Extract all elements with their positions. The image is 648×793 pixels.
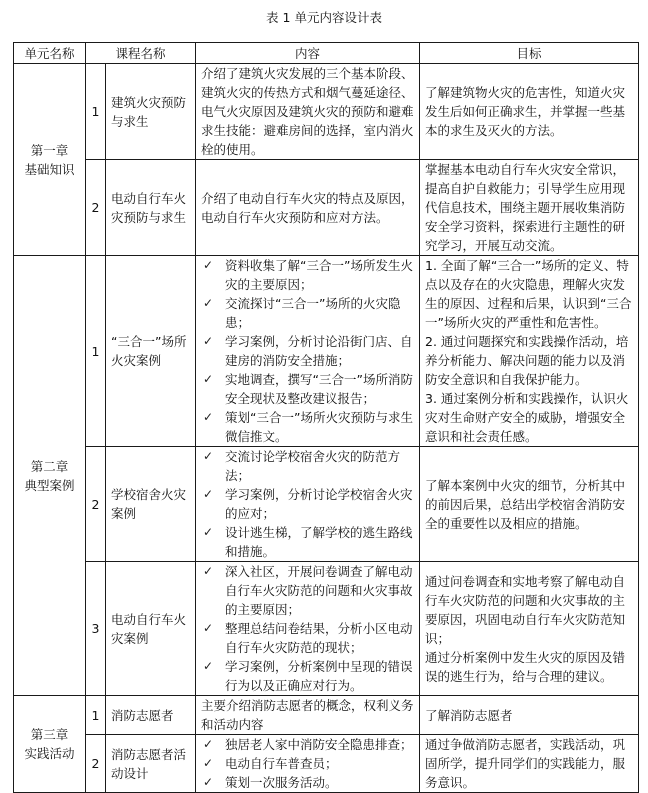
check-mark-icon: ✓ (203, 775, 214, 789)
table-row (14, 735, 639, 793)
course-number: 1 (86, 256, 106, 447)
header-unit: 单元名称 (14, 43, 86, 64)
list-item (201, 562, 414, 619)
content-cell (196, 64, 420, 160)
check-mark-icon: ✓ (203, 296, 214, 310)
goal-paragraph: 1. 全面了解“三合一”场所的定义、特点以及存在的火灾隐患，理解火灾发生的原因、过程和后果，认识到“三合一”场所火灾的严重性和危害性。 (425, 258, 632, 330)
check-mark-icon: ✓ (203, 756, 214, 770)
list-item (201, 754, 414, 773)
course-title: 消防志愿者活动设计 (106, 735, 196, 793)
content-text: 介绍了建筑火灾发展的三个基本阶段、建筑火灾的传热方式和烟气蔓延途径、电气火灾原因及建筑火灾的预防和避难求生技能：避难房间的选择，室内消火栓的使用。 (201, 66, 414, 157)
list-item-text: 学习案例，分析讨论沿街门店、自建房的消防安全措施； (225, 334, 413, 368)
table-row (14, 160, 639, 256)
content-checklist (201, 562, 414, 695)
content-checklist (201, 735, 414, 792)
content-cell (196, 447, 420, 562)
list-item (201, 735, 414, 754)
list-item-text: 交流探讨“三合一”场所的火灾隐患； (225, 296, 401, 330)
check-mark-icon: ✓ (203, 372, 214, 386)
goal-paragraph: 3. 通过案例分析和实践操作，认识火灾对生命财产安全的威胁，增强安全意识和社会责任感。 (425, 391, 629, 444)
unit-name-cell (14, 64, 86, 256)
list-item (201, 619, 414, 657)
goal-paragraph: 了解本案例中火灾的细节，分析其中的前因后果，总结出学校宿舍消防安全的重要性以及相应的措施。 (425, 477, 626, 531)
table-row (14, 256, 639, 447)
list-item (201, 256, 414, 294)
goal-cell (420, 562, 639, 696)
table-row (14, 562, 639, 696)
check-mark-icon: ✓ (203, 621, 214, 635)
list-item-text: 策划一次服务活动。 (225, 775, 338, 790)
goal-cell (420, 447, 639, 562)
goal-paragraph: 2. 通过问题探究和实践操作活动，培养分析能力、解决问题的能力以及消防安全意识和自我保护能力。 (425, 334, 629, 387)
content-cell (196, 160, 420, 256)
course-title: 电动自行车火灾案例 (106, 562, 196, 696)
list-item-text: 交流讨论学校宿舍火灾的防范方法； (225, 449, 401, 483)
course-number: 2 (86, 447, 106, 562)
goal-paragraph: 了解消防志愿者 (425, 707, 513, 723)
table-body (14, 64, 639, 793)
list-item (201, 485, 414, 523)
list-item-text: 实地调查，撰写“三合一”场所消防安全现状及整改建议报告； (225, 372, 413, 406)
table-caption: 表 1 单元内容设计表 (266, 10, 382, 25)
goal-paragraph: 通过问卷调查和实地考察了解电动自行车火灾防范的问题和火灾事故的主要原因，巩固电动自行车火灾防范知识； (425, 573, 626, 646)
list-item (201, 523, 414, 561)
goal-paragraph: 了解建筑物火灾的危害性，知道火灾发生后如何正确求生，并掌握一些基本的求生及灭火的方法。 (425, 85, 626, 138)
course-number: 1 (86, 696, 106, 735)
course-number: 2 (86, 160, 106, 256)
course-number: 3 (86, 562, 106, 696)
unit-name-line: 典型案例 (24, 477, 75, 493)
content-cell (196, 256, 420, 447)
course-title: 电动自行车火灾预防与求生 (106, 160, 196, 256)
content-checklist (201, 256, 414, 446)
course-number: 2 (86, 735, 106, 793)
unit-name-line: 第二章 (30, 458, 69, 474)
list-item-text: 学习案例，分析案例中呈现的错误行为以及正确应对行为。 (225, 659, 413, 693)
content-cell (196, 735, 420, 793)
content-text: 介绍了电动自行车火灾的特点及原因，电动自行车火灾预防和应对方法。 (201, 190, 414, 225)
goal-paragraph: 通过分析案例中发生火灾的原因及错误的逃生行为，给与合理的建议。 (425, 649, 626, 684)
list-item-text: 设计逃生梯，了解学校的逃生路线和措施。 (225, 525, 413, 559)
header-content: 内容 (196, 43, 420, 64)
unit-name-line: 第三章 (30, 727, 69, 742)
list-item-text: 独居老人家中消防安全隐患排查； (225, 737, 413, 752)
check-mark-icon: ✓ (203, 487, 214, 501)
check-mark-icon: ✓ (203, 564, 214, 578)
course-title: 学校宿舍火灾案例 (106, 447, 196, 562)
header-row (14, 43, 639, 64)
list-item (201, 332, 414, 370)
check-mark-icon: ✓ (203, 525, 214, 539)
table-row (14, 447, 639, 562)
unit-content-table (13, 42, 639, 793)
unit-name-cell (14, 256, 86, 696)
list-item (201, 408, 414, 446)
check-mark-icon: ✓ (203, 659, 214, 673)
course-number: 1 (86, 64, 106, 160)
goal-paragraph: 掌握基本电动自行车火灾安全常识，提高自护自救能力；引导学生应用现代信息技术，围绕主题开展收集消防安全学习资料，探索进行主题性的研究学习，开展互动交流。 (425, 162, 626, 253)
list-item (201, 370, 414, 408)
unit-name-line: 基础知识 (24, 161, 75, 177)
list-item (201, 294, 414, 332)
course-title: 建筑火灾预防与求生 (106, 64, 196, 160)
goal-cell (420, 256, 639, 447)
table-row (14, 64, 639, 160)
goal-cell (420, 160, 639, 256)
course-title: “三合一”场所火灾案例 (106, 256, 196, 447)
list-item-text: 整理总结问卷结果，分析小区电动自行车火灾防范的现状； (225, 621, 413, 655)
list-item-text: 策划“三合一”场所火灾预防与求生微信推文。 (225, 410, 413, 444)
list-item-text: 深入社区，开展问卷调查了解电动自行车火灾防范的问题和火灾事故的主要原因； (225, 564, 413, 617)
content-cell (196, 696, 420, 735)
list-item (201, 657, 414, 695)
header-course: 课程名称 (86, 43, 196, 64)
table-row (14, 696, 639, 735)
list-item-text: 资料收集了解“三合一”场所发生火灾的主要原因； (225, 258, 413, 292)
check-mark-icon: ✓ (203, 410, 214, 424)
goal-cell (420, 64, 639, 160)
check-mark-icon: ✓ (203, 258, 214, 272)
goal-cell (420, 696, 639, 735)
check-mark-icon: ✓ (203, 449, 214, 463)
course-title: 消防志愿者 (106, 696, 196, 735)
content-cell (196, 562, 420, 696)
list-item-text: 学习案例，分析讨论学校宿舍火灾的应对； (225, 487, 413, 521)
unit-name-cell (14, 696, 86, 793)
check-mark-icon: ✓ (203, 737, 214, 751)
content-text: 主要介绍消防志愿者的概念，权利义务和活动内容 (201, 698, 414, 732)
list-item-text: 电动自行车普查员； (225, 756, 338, 771)
unit-name-line: 第一章 (30, 142, 69, 158)
goal-paragraph: 通过争做消防志愿者，实践活动，巩固所学，提升同学们的实践能力，服务意识。 (425, 737, 626, 790)
header-goal: 目标 (420, 43, 639, 64)
list-item (201, 447, 414, 485)
goal-cell (420, 735, 639, 793)
unit-name-line: 实践活动 (24, 746, 75, 761)
content-checklist (201, 447, 414, 561)
check-mark-icon: ✓ (203, 334, 214, 348)
